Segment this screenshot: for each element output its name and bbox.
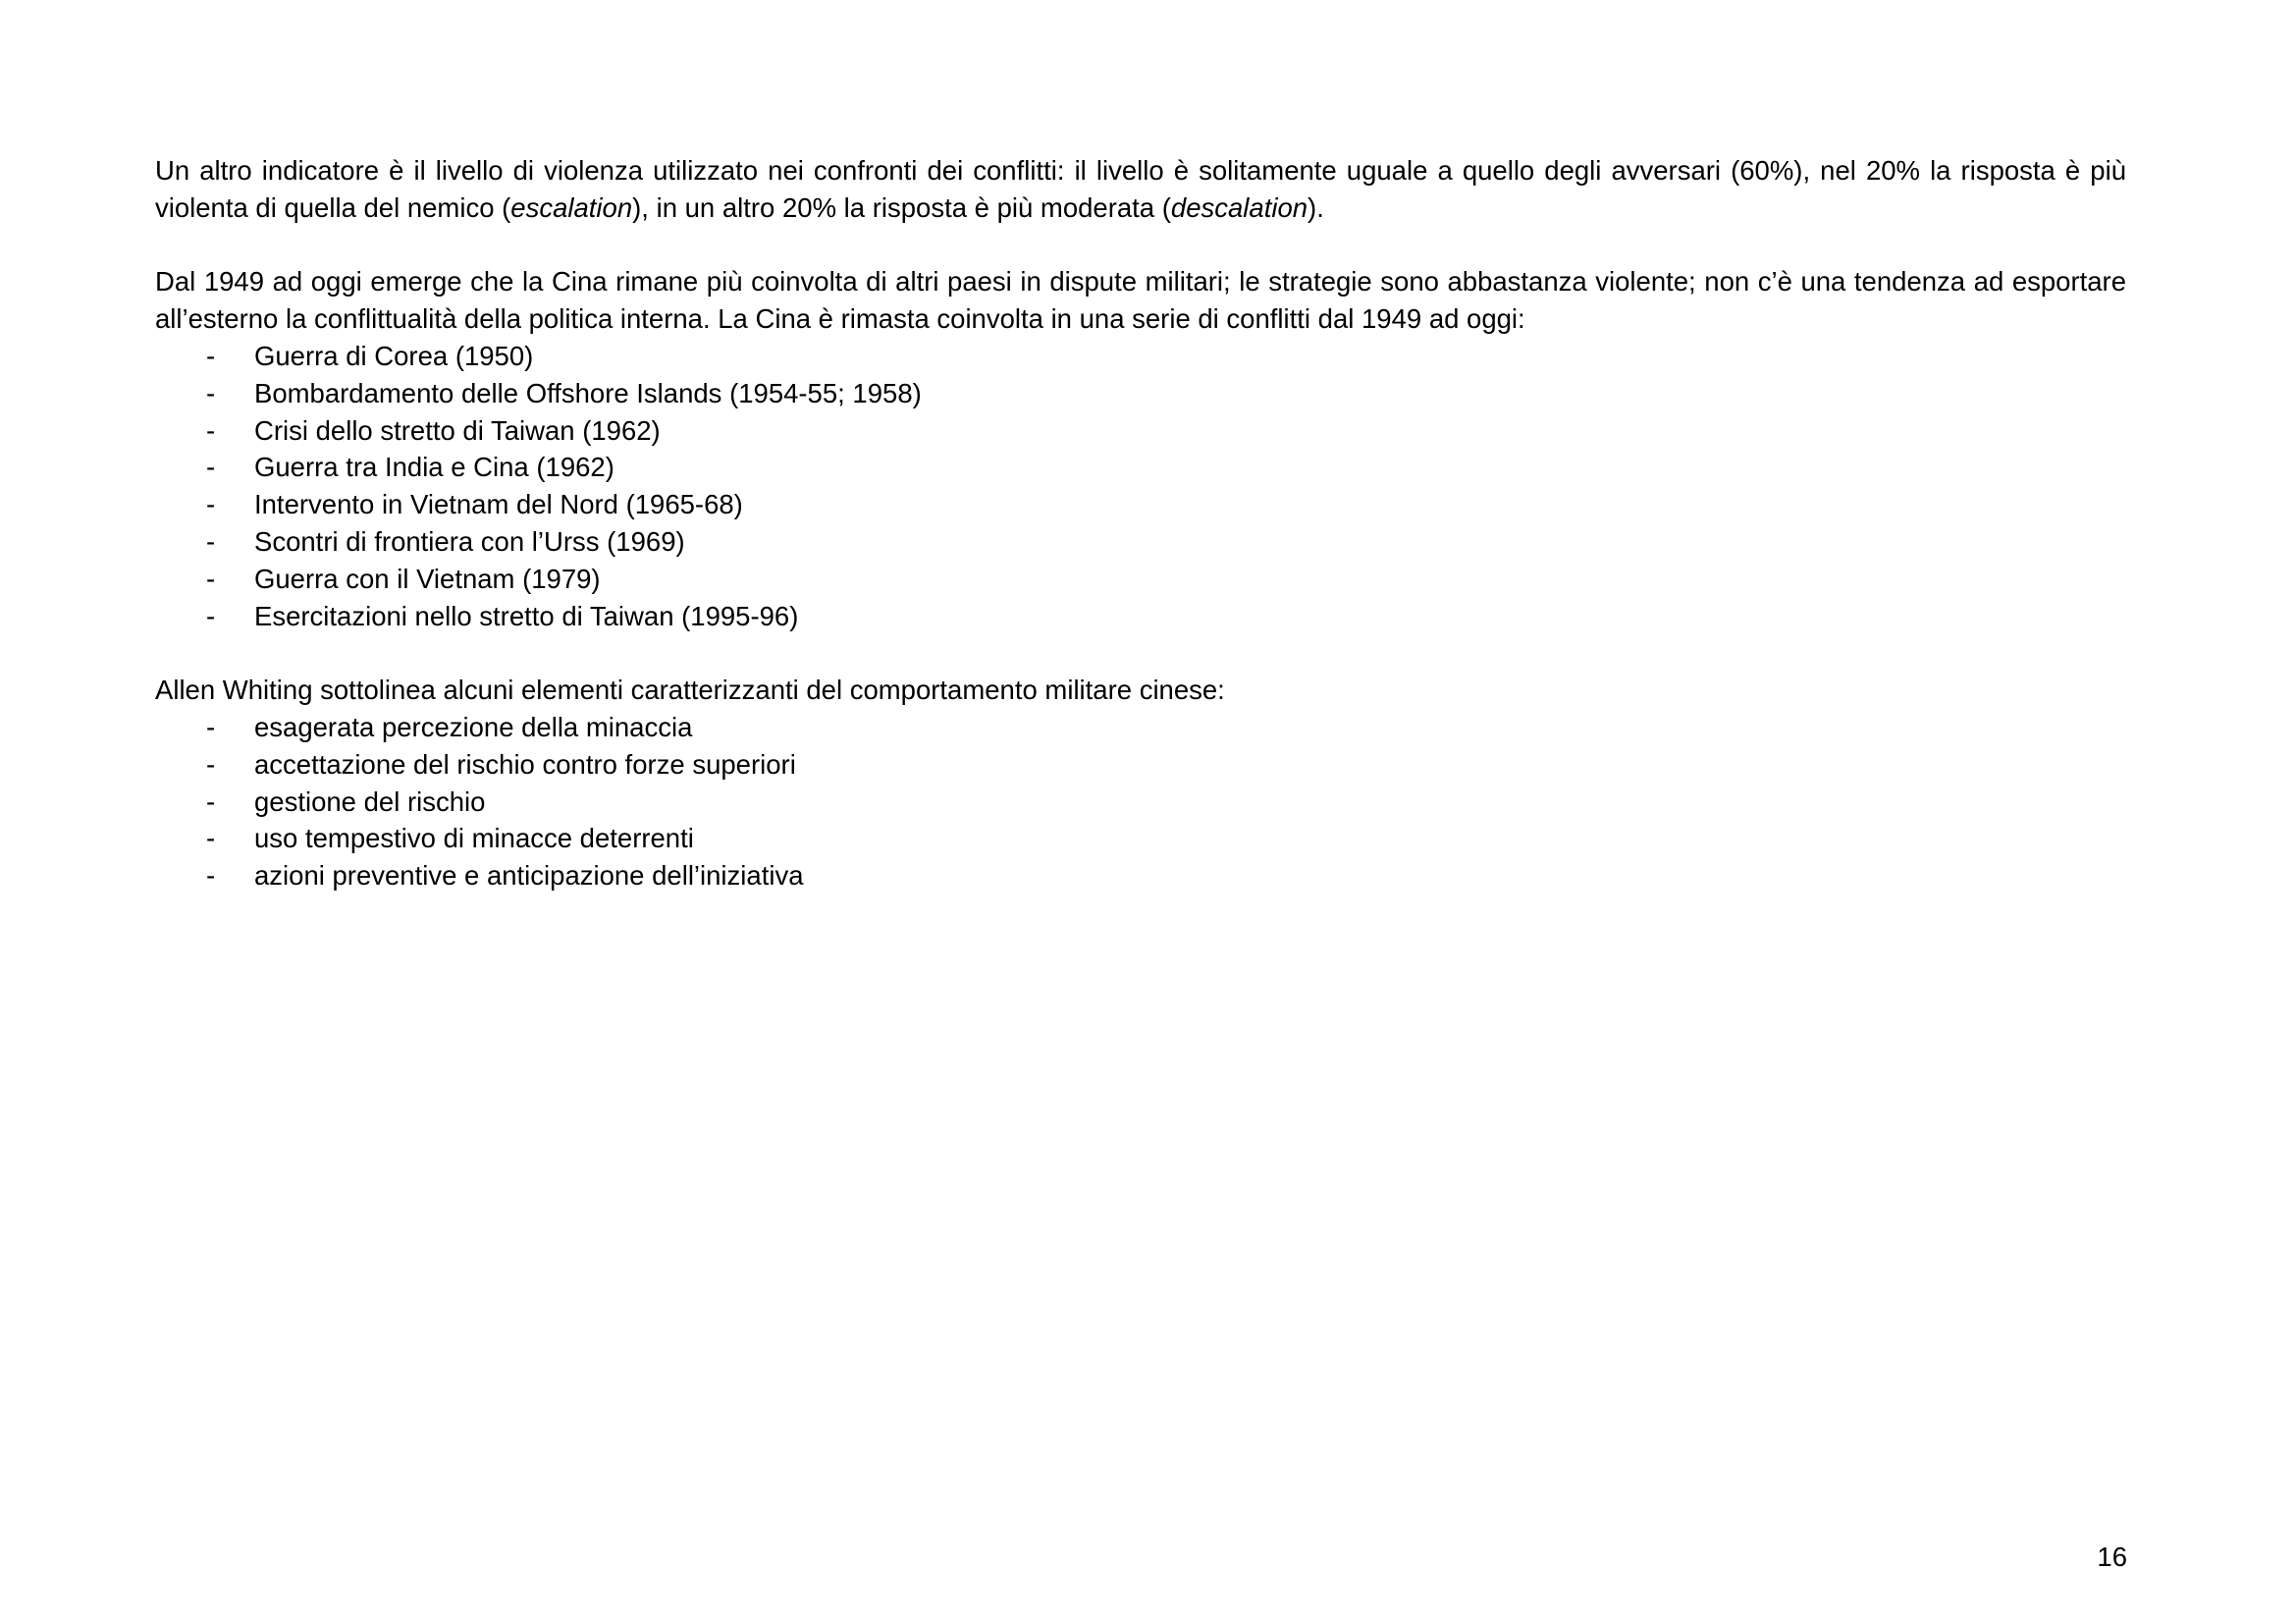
list-item-text: Scontri di frontiera con l’Urss (1969) — [254, 525, 685, 557]
term-escalation: escalation — [510, 191, 633, 223]
paragraph-text: ), in un altro 20% la risposta è più moderata ( — [632, 191, 1171, 223]
list-dash: - — [206, 600, 216, 631]
paragraph-spacer — [155, 634, 2126, 672]
paragraph-text: Un altro indicatore è il livello di violenza utilizzato nei confronti dei conflitti: il livello è solitamente uguale a quello degli avversari (60%), nel 20% la risposta è più violenta di quella del nemico ( — [155, 155, 2126, 223]
list-item — [155, 375, 2126, 412]
list-item — [155, 857, 2126, 894]
list-dash: - — [206, 377, 216, 408]
list-dash: - — [206, 711, 216, 742]
list-dash: - — [206, 823, 216, 854]
list-item-text: esagerata percezione della minaccia — [254, 711, 693, 742]
list-dash: - — [206, 860, 216, 892]
list-item — [155, 598, 2126, 635]
list-item — [155, 338, 2126, 375]
list-dash: - — [206, 785, 216, 817]
list-item-text: uso tempestivo di minacce deterrenti — [254, 823, 694, 854]
list-item-text: Crisi dello stretto di Taiwan (1962) — [254, 414, 661, 446]
list-item-text: accettazione del rischio contro forze superiori — [254, 748, 796, 780]
paragraph-allen-whiting: Allen Whiting sottolinea alcuni elementi caratterizzanti del comportamento militare cinese: — [155, 675, 1225, 706]
list-dash: - — [206, 525, 216, 557]
list-item — [155, 784, 2126, 821]
list-item — [155, 523, 2126, 561]
paragraph-text: ). — [1308, 191, 1324, 223]
paragraph-violence-level — [155, 152, 2126, 227]
list-dash: - — [206, 563, 216, 594]
list-item — [155, 709, 2126, 746]
elements-list — [155, 709, 2126, 894]
list-item-text: Esercitazioni nello stretto di Taiwan (1995-96) — [254, 600, 799, 631]
paragraph-china-disputes: Dal 1949 ad oggi emerge che la Cina rimane più coinvolta di altri paesi in dispute militari; le strategie sono abbastanza violente; non c’è una tendenza ad esportare all’esterno la conflittualità della politica interna. La Cina è rimasta coinvolta in una serie di conflitti dal 1949 ad oggi: — [155, 266, 2126, 335]
list-item-text: azioni preventive e anticipazione dell’iniziativa — [254, 860, 804, 892]
page-body — [155, 152, 2126, 894]
list-dash: - — [206, 489, 216, 520]
list-item — [155, 746, 2126, 784]
list-dash: - — [206, 414, 216, 446]
list-item — [155, 486, 2126, 523]
list-item-text: Guerra tra India e Cina (1962) — [254, 452, 614, 483]
conflicts-list — [155, 338, 2126, 634]
paragraph-spacer — [155, 227, 2126, 264]
list-item — [155, 820, 2126, 857]
list-dash: - — [206, 748, 216, 780]
list-item — [155, 561, 2126, 598]
list-item-text: gestione del rischio — [254, 785, 486, 817]
list-item-text: Guerra con il Vietnam (1979) — [254, 563, 601, 594]
list-item-text: Bombardamento delle Offshore Islands (1954-55; 1958) — [254, 377, 922, 408]
list-item — [155, 449, 2126, 486]
list-item-text: Guerra di Corea (1950) — [254, 340, 534, 371]
list-item-text: Intervento in Vietnam del Nord (1965-68) — [254, 489, 743, 520]
term-descalation: descalation — [1170, 191, 1308, 223]
list-dash: - — [206, 340, 216, 371]
list-dash: - — [206, 452, 216, 483]
page-number: 16 — [2097, 1542, 2127, 1572]
list-item — [155, 412, 2126, 450]
